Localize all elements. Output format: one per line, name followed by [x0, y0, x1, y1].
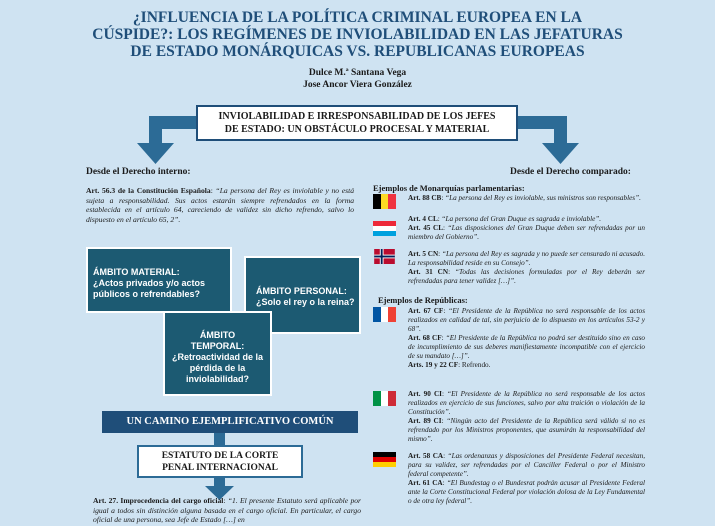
italy-articles: Art. 90 CI: “El Presidente de la República no será responsable de los actos realizados en ejercicio de sus funciones, salvo por alta traición o violación de la Constitución”. Art. 89 CI: “Ningún acto del Presidente de la República será válido si no es refrendado por los Ministros proponentes, que asumirán la responsabilidad del mismo”.: [408, 390, 646, 443]
arrow-right-vertical: [554, 116, 567, 146]
ambito-personal-question: ¿Solo el rey o la reina?: [256, 297, 355, 307]
art-67-cf-label: Art. 67 CF: [408, 307, 444, 315]
art-45-cl-label: Art. 45 CL: [408, 224, 444, 232]
art-61-ca-text: “El Bundestag o el Bundesrat podrán acusar al Presidente Federal ante la Corte Constitucional Federal por violación dolosa de la Ley Fundamental o de otra ley federal”.: [408, 479, 646, 505]
estatuto-line-1: ESTATUTO DE LA CORTE: [161, 451, 279, 461]
art-31-cn-label: Art. 31 CN: [408, 268, 449, 276]
art-27-text: “1. El presente Estatuto será aplicable por igual a todos sin distinción alguna basada en el cargo oficial. En particular, el cargo oficial de una persona, sea Jefe de Estado […] en: [93, 496, 362, 525]
art-45-cl-text: “Las disposiciones del Gran Duque deben ser refrendadas por un miembro del Gobierno”.: [408, 224, 645, 241]
art-5-cn-text: “La persona del Rey es sagrada y no puede ser censurado ni acusado. La responsabilidad reside en su Consejo”.: [408, 250, 646, 267]
author-2: Jose Ancor Viera González: [303, 80, 412, 90]
art-58-ca-label: Art. 58 CA: [408, 452, 444, 460]
luxembourg-flag-icon: [373, 221, 396, 236]
belgium-flag-icon: [373, 194, 396, 209]
art-27-ecpi: Art. 27. Improcedencia del cargo oficial: “1. El presente Estatuto será aplicable por igual a todos sin distinción alguna basada en el cargo oficial. En particular, el cargo oficial de una persona, sea Jefe de Estado […] en: [93, 496, 362, 525]
estatuto-cpi-box: [137, 445, 303, 478]
arrow-left-head: [137, 143, 174, 164]
title-line-1: ¿INFLUENCIA DE LA POLÍTICA CRIMINAL EUROPEA EN LA: [132, 9, 583, 26]
ambito-personal-title: ÁMBITO PERSONAL:: [256, 286, 347, 296]
title-line-2: CÚSPIDE?: LOS REGÍMENES DE INVIOLABILIDAD EN LAS JEFATURAS: [92, 26, 623, 43]
ambito-material-box: [86, 247, 232, 313]
right-heading: Desde el Derecho comparado:: [510, 167, 631, 177]
main-box-line-1: INVIOLABILIDAD E IRRESPONSABILIDAD DE LOS JEFES: [218, 111, 496, 122]
main-box-line-2: DE ESTADO: UN OBSTÁCULO PROCESAL Y MATERIAL: [224, 124, 490, 135]
art-5-cn-label: Art. 5 CN: [408, 250, 439, 258]
art-4-cl-label: Art. 4 CL: [408, 215, 438, 223]
art-56-3-label: Art. 56.3 de la Constitución Española: [86, 186, 211, 195]
art-90-ci-text: “El Presidente de la República no será responsable de los actos realizados en ejercicio de sus funciones, salvo por alta traición o violación de la Constitución”.: [408, 390, 646, 416]
art-58-ca-text: “Las ordenanzas y disposiciones del Presidente Federal necesitan, para su validez, ser refrendadas por el Canciller Federal o por el Ministro federal competente”.: [408, 452, 646, 478]
art-68-cf-text: “El Presidente de la República no podrá ser destituido sino en caso de incumplimiento de sus deberes manifiestamente incompatible con el ejercicio de su mandato […]”.: [408, 334, 646, 360]
art-88-cb-text: “La persona del Rey es inviolable, sus ministros son responsables”.: [445, 194, 641, 202]
ambito-temporal-title-1: ÁMBITO: [199, 330, 236, 340]
arrow-left-vertical: [149, 116, 162, 146]
author-1: Dulce M.ª Santana Vega: [308, 68, 407, 78]
arrow-banner-stem: [214, 433, 225, 445]
france-flag-icon: [373, 307, 396, 322]
belgium-articles: Art. 88 CB: “La persona del Rey es inviolable, sus ministros son responsables”.: [408, 194, 641, 202]
germany-articles: Art. 58 CA: “Las ordenanzas y disposiciones del Presidente Federal necesitan, para su validez, ser refrendadas por el Canciller Federal o por el Ministro federal competente”. Art. 61 CA: “El Bundestag o el Bundesrat podrán acusar al Presidente Federal ante la Corte Constitucional Federal por violación dolosa de la Ley Fundamental o de otra ley federal”.: [408, 452, 646, 505]
arts-19-22-cf-text: Refrendo.: [461, 361, 491, 369]
france-articles: Art. 67 CF: “El Presidente de la República no será responsable de los actos realizados en calidad de tal, sin perjuicio de lo dispuesto en los artículos 53-2 y 68”. Art. 68 CF: “El Presidente de la República no podrá ser destituido sino en caso de incumplimiento de sus deberes manifiestamente incompatible con el ejercicio de su mandato […]”. Arts. 19 y 22 CF: Refrendo.: [408, 307, 646, 369]
art-27-label: Art. 27. Improcedencia del cargo oficial: [93, 496, 224, 505]
ambito-material-question: ¿Actos privados y/o actos públicos o refrendables?: [93, 278, 206, 299]
art-68-cf-label: Art. 68 CF: [408, 334, 442, 342]
art-31-cn-text: “Todas las decisiones formuladas por el Rey deberán ser refrendadas para tener validez […]”.: [408, 268, 646, 285]
left-heading: Desde el Derecho interno:: [86, 167, 191, 177]
ambito-temporal-title-2: TEMPORAL:: [190, 341, 245, 351]
ambito-material-title: ÁMBITO MATERIAL:: [93, 267, 180, 277]
estatuto-line-2: PENAL INTERNACIONAL: [162, 463, 278, 473]
republicas-heading: Ejemplos de Repúblicas:: [378, 295, 468, 305]
common-path-banner: UN CAMINO EJEMPLIFICATIVO COMÚN: [102, 411, 358, 433]
art-90-ci-label: Art. 90 CI: [408, 390, 442, 398]
art-56-3-ce: Art. 56.3 de la Constitución Española: “La persona del Rey es inviolable y no está sujeta a responsabilidad. Sus actos estarán siempre refrendados en la forma establecida en el artículo 64, careciendo de validez sin dicho refrendo, salvo lo dispuesto en el artículo 65, 2”.: [86, 186, 354, 224]
norway-flag-icon: [373, 249, 396, 264]
ambito-temporal-question: ¿Retroactividad de la pérdida de la inviolabilidad?: [171, 352, 264, 384]
main-thesis-box: [196, 105, 518, 141]
art-61-ca-label: Art. 61 CA: [408, 479, 443, 487]
italy-flag-icon: [373, 391, 396, 406]
art-4-cl-text: “La persona del Gran Duque es sagrada e inviolable”.: [441, 215, 602, 223]
arts-19-22-cf-label: Arts. 19 y 22 CF: [408, 361, 459, 369]
art-67-cf-text: “El Presidente de la República no será responsable de los actos realizados en calidad de tal, sin perjuicio de lo dispuesto en los artículos 53-2 y 68”.: [408, 307, 646, 333]
arrow-right-head: [542, 143, 579, 164]
art-89-ci-text: “Ningún acto del Presidente de la República será válido si no es refrendado por los Ministros proponentes, que asumirán la responsabilidad del mismo”.: [408, 417, 646, 443]
luxembourg-articles: Art. 4 CL: “La persona del Gran Duque es sagrada e inviolable”. Art. 45 CL: “Las disposiciones del Gran Duque deben ser refrendadas por un miembro del Gobierno”.: [408, 215, 645, 241]
ambito-temporal-box: [163, 311, 272, 396]
germany-flag-icon: [373, 452, 396, 467]
art-88-cb-label: Art. 88 CB: [408, 194, 442, 202]
monarquias-heading: Ejemplos de Monarquías parlamentarias:: [373, 183, 525, 193]
art-89-ci-label: Art. 89 CI: [408, 417, 442, 425]
title-line-3: DE ESTADO MONÁRQUICAS VS. REPUBLICANAS EUROPEAS: [130, 43, 585, 60]
norway-articles: Art. 5 CN: “La persona del Rey es sagrada y no puede ser censurado ni acusado. La responsabilidad reside en su Consejo”. Art. 31 CN: “Todas las decisiones formuladas por el Rey deberán ser refrendadas para tener validez […]”.: [408, 250, 646, 285]
art-56-3-text: “La persona del Rey es inviolable y no está sujeta a responsabilidad. Sus actos estarán siempre refrendados en la forma establecida en el artículo 64, careciendo de validez sin dicho refrendo, salvo lo dispuesto en el artículo 65, 2”.: [86, 186, 354, 224]
